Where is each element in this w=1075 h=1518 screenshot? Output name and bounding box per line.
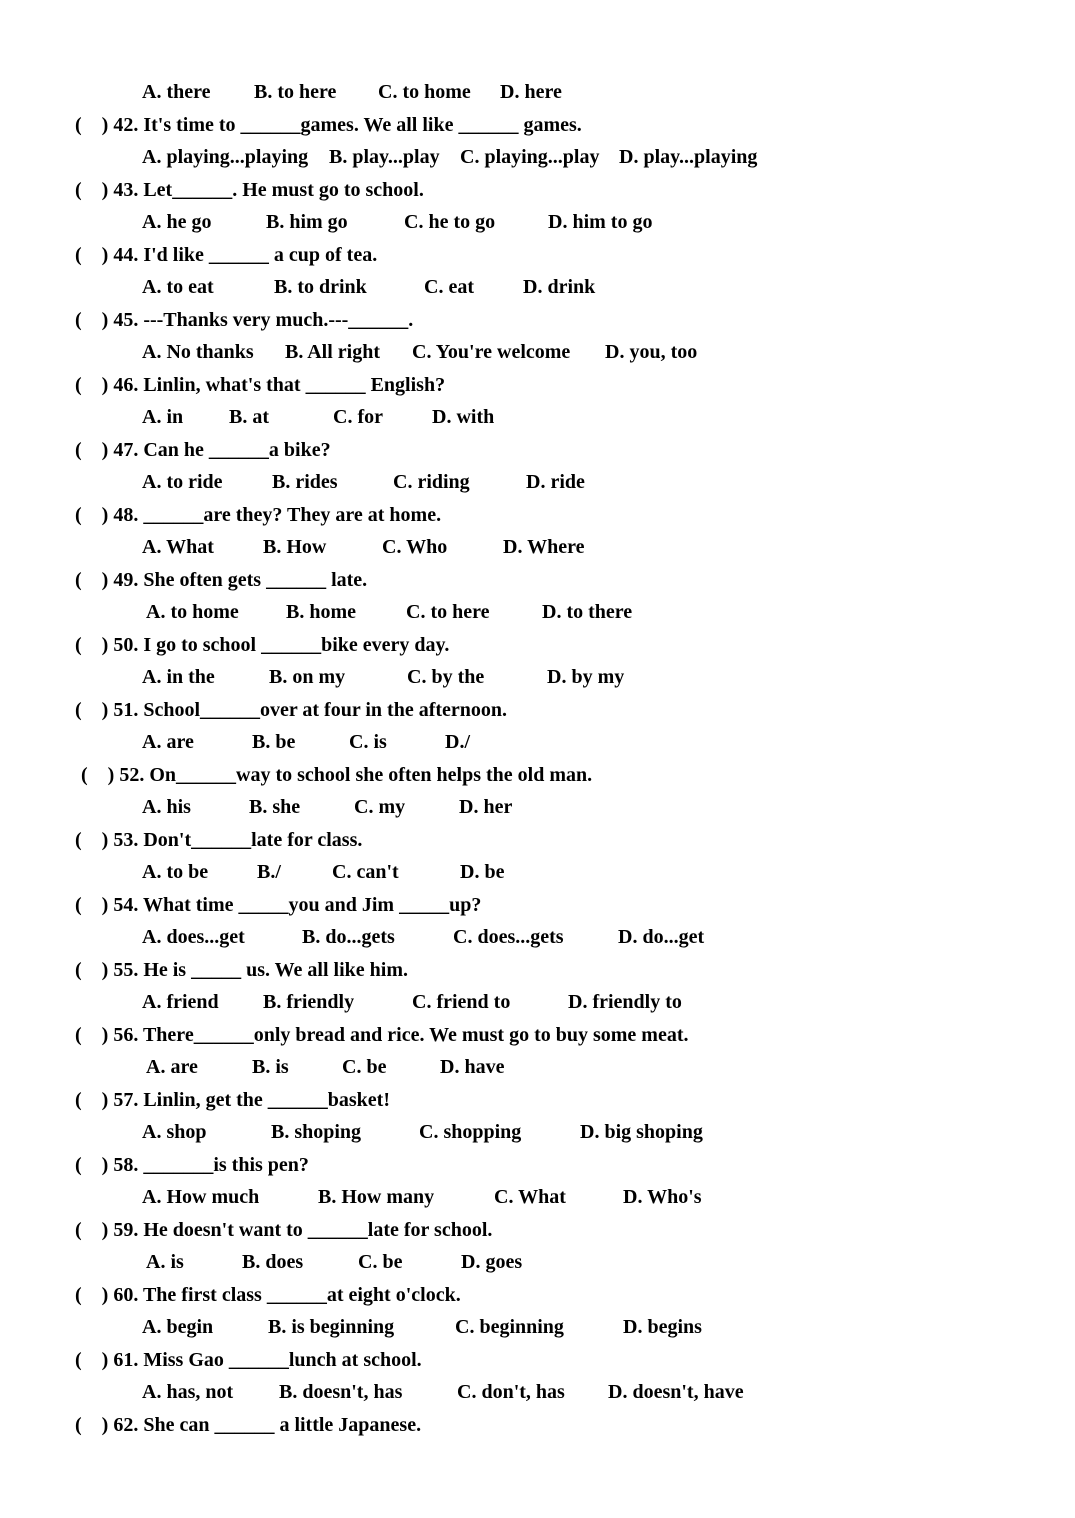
option-b: B. play...play [329, 146, 440, 168]
option-d: D. Who's [623, 1186, 702, 1208]
option-d: D. you, too [605, 341, 698, 363]
option-d: D./ [445, 731, 470, 753]
option-d: D. be [460, 861, 505, 883]
option-b: B./ [257, 861, 281, 883]
option-c: C. Who [382, 536, 448, 558]
question-50: ( ) 50. I go to school ______bike every day. [75, 634, 450, 656]
option-c: C. for [333, 406, 383, 428]
question-58: ( ) 58. _______is this pen? [75, 1154, 309, 1176]
option-c: C. What [494, 1186, 566, 1208]
option-c: C. he to go [404, 211, 496, 233]
option-b: B. to drink [274, 276, 367, 298]
question-53: ( ) 53. Don't______late for class. [75, 829, 363, 851]
option-d: D. ride [526, 471, 585, 493]
option-c: C. playing...play [460, 146, 600, 168]
option-c: C. be [342, 1056, 387, 1078]
question-60: ( ) 60. The first class ______at eight o'clock. [75, 1284, 461, 1306]
option-c: C. can't [332, 861, 399, 883]
option-d: D. play...playing [619, 146, 758, 168]
option-d: D. big shoping [580, 1121, 703, 1143]
option-c: C. is [349, 731, 387, 753]
question-42: ( ) 42. It's time to ______games. We all like ______ games. [75, 114, 582, 136]
option-b: B. friendly [263, 991, 355, 1013]
option-c: C. my [354, 796, 406, 818]
option-b: B. shoping [271, 1121, 362, 1143]
question-51: ( ) 51. School______over at four in the afternoon. [75, 699, 508, 721]
option-d: D. Where [503, 536, 585, 558]
question-45: ( ) 45. ---Thanks very much.---______. [75, 309, 414, 331]
option-d: D. here [500, 81, 562, 103]
question-48: ( ) 48. ______are they? They are at home. [75, 504, 442, 526]
option-d: D. do...get [618, 926, 705, 948]
question-49: ( ) 49. She often gets ______ late. [75, 569, 368, 591]
option-c: C. beginning [455, 1316, 564, 1338]
question-44: ( ) 44. I'd like ______ a cup of tea. [75, 244, 378, 266]
question-56: ( ) 56. There______only bread and rice. We must go to buy some meat. [75, 1024, 689, 1046]
option-c: C. does...gets [453, 926, 564, 948]
option-d: D. doesn't, have [608, 1381, 744, 1403]
option-a: A. he go [142, 211, 212, 233]
option-a: A. No thanks [142, 341, 254, 363]
option-d: D. by my [547, 666, 625, 688]
option-b: B. How [263, 536, 327, 558]
option-d: D. goes [461, 1251, 523, 1273]
option-a: A. friend [142, 991, 219, 1013]
option-a: A. there [142, 81, 211, 103]
option-b: B. How many [318, 1186, 435, 1208]
option-b: B. does [242, 1251, 304, 1273]
option-d: D. her [459, 796, 513, 818]
option-d: D. drink [523, 276, 596, 298]
option-b: B. be [252, 731, 296, 753]
option-a: A. is [146, 1251, 184, 1273]
option-c: C. be [358, 1251, 403, 1273]
option-a: A. How much [142, 1186, 260, 1208]
question-54: ( ) 54. What time _____you and Jim _____up? [75, 894, 482, 916]
option-b: B. on my [269, 666, 346, 688]
question-47: ( ) 47. Can he ______a bike? [75, 439, 331, 461]
option-c: C. friend to [412, 991, 511, 1013]
option-b: B. him go [266, 211, 348, 233]
option-c: C. eat [424, 276, 474, 298]
option-d: D. him to go [548, 211, 653, 233]
option-c: C. You're welcome [412, 341, 571, 363]
option-a: A. his [142, 796, 191, 818]
option-a: A. to be [142, 861, 209, 883]
option-a: A. What [142, 536, 214, 558]
option-b: B. All right [285, 341, 381, 363]
option-b: B. home [286, 601, 356, 623]
option-b: B. to here [254, 81, 337, 103]
question-59: ( ) 59. He doesn't want to ______late for school. [75, 1219, 493, 1241]
option-c: C. by the [407, 666, 485, 688]
option-b: B. is beginning [268, 1316, 395, 1338]
option-a: A. does...get [142, 926, 245, 948]
option-d: D. friendly to [568, 991, 682, 1013]
question-52: ( ) 52. On______way to school she often helps the old man. [81, 764, 593, 786]
option-b: B. doesn't, has [279, 1381, 403, 1403]
option-d: D. with [432, 406, 495, 428]
option-d: D. to there [542, 601, 633, 623]
option-a: A. in the [142, 666, 215, 688]
question-55: ( ) 55. He is _____ us. We all like him. [75, 959, 408, 981]
option-b: B. at [229, 406, 269, 428]
option-b: B. rides [272, 471, 338, 493]
option-a: A. to ride [142, 471, 223, 493]
option-d: D. have [440, 1056, 505, 1078]
option-d: D. begins [623, 1316, 702, 1338]
option-a: A. playing...playing [142, 146, 309, 168]
question-57: ( ) 57. Linlin, get the ______basket! [75, 1089, 390, 1111]
question-46: ( ) 46. Linlin, what's that ______ English? [75, 374, 446, 396]
question-43: ( ) 43. Let______. He must go to school. [75, 179, 424, 201]
option-a: A. are [146, 1056, 198, 1078]
question-62: ( ) 62. She can ______ a little Japanese. [75, 1414, 422, 1436]
option-a: A. in [142, 406, 184, 428]
option-a: A. to eat [142, 276, 214, 298]
option-a: A. are [142, 731, 194, 753]
option-a: A. shop [142, 1121, 207, 1143]
option-c: C. riding [393, 471, 470, 493]
option-c: C. don't, has [457, 1381, 565, 1403]
option-c: C. to home [378, 81, 471, 103]
option-a: A. to home [146, 601, 239, 623]
option-a: A. begin [142, 1316, 214, 1338]
option-c: C. to here [406, 601, 490, 623]
option-c: C. shopping [419, 1121, 522, 1143]
question-61: ( ) 61. Miss Gao ______lunch at school. [75, 1349, 422, 1371]
option-b: B. is [252, 1056, 289, 1078]
option-b: B. she [249, 796, 301, 818]
option-a: A. has, not [142, 1381, 234, 1403]
option-b: B. do...gets [302, 926, 395, 948]
